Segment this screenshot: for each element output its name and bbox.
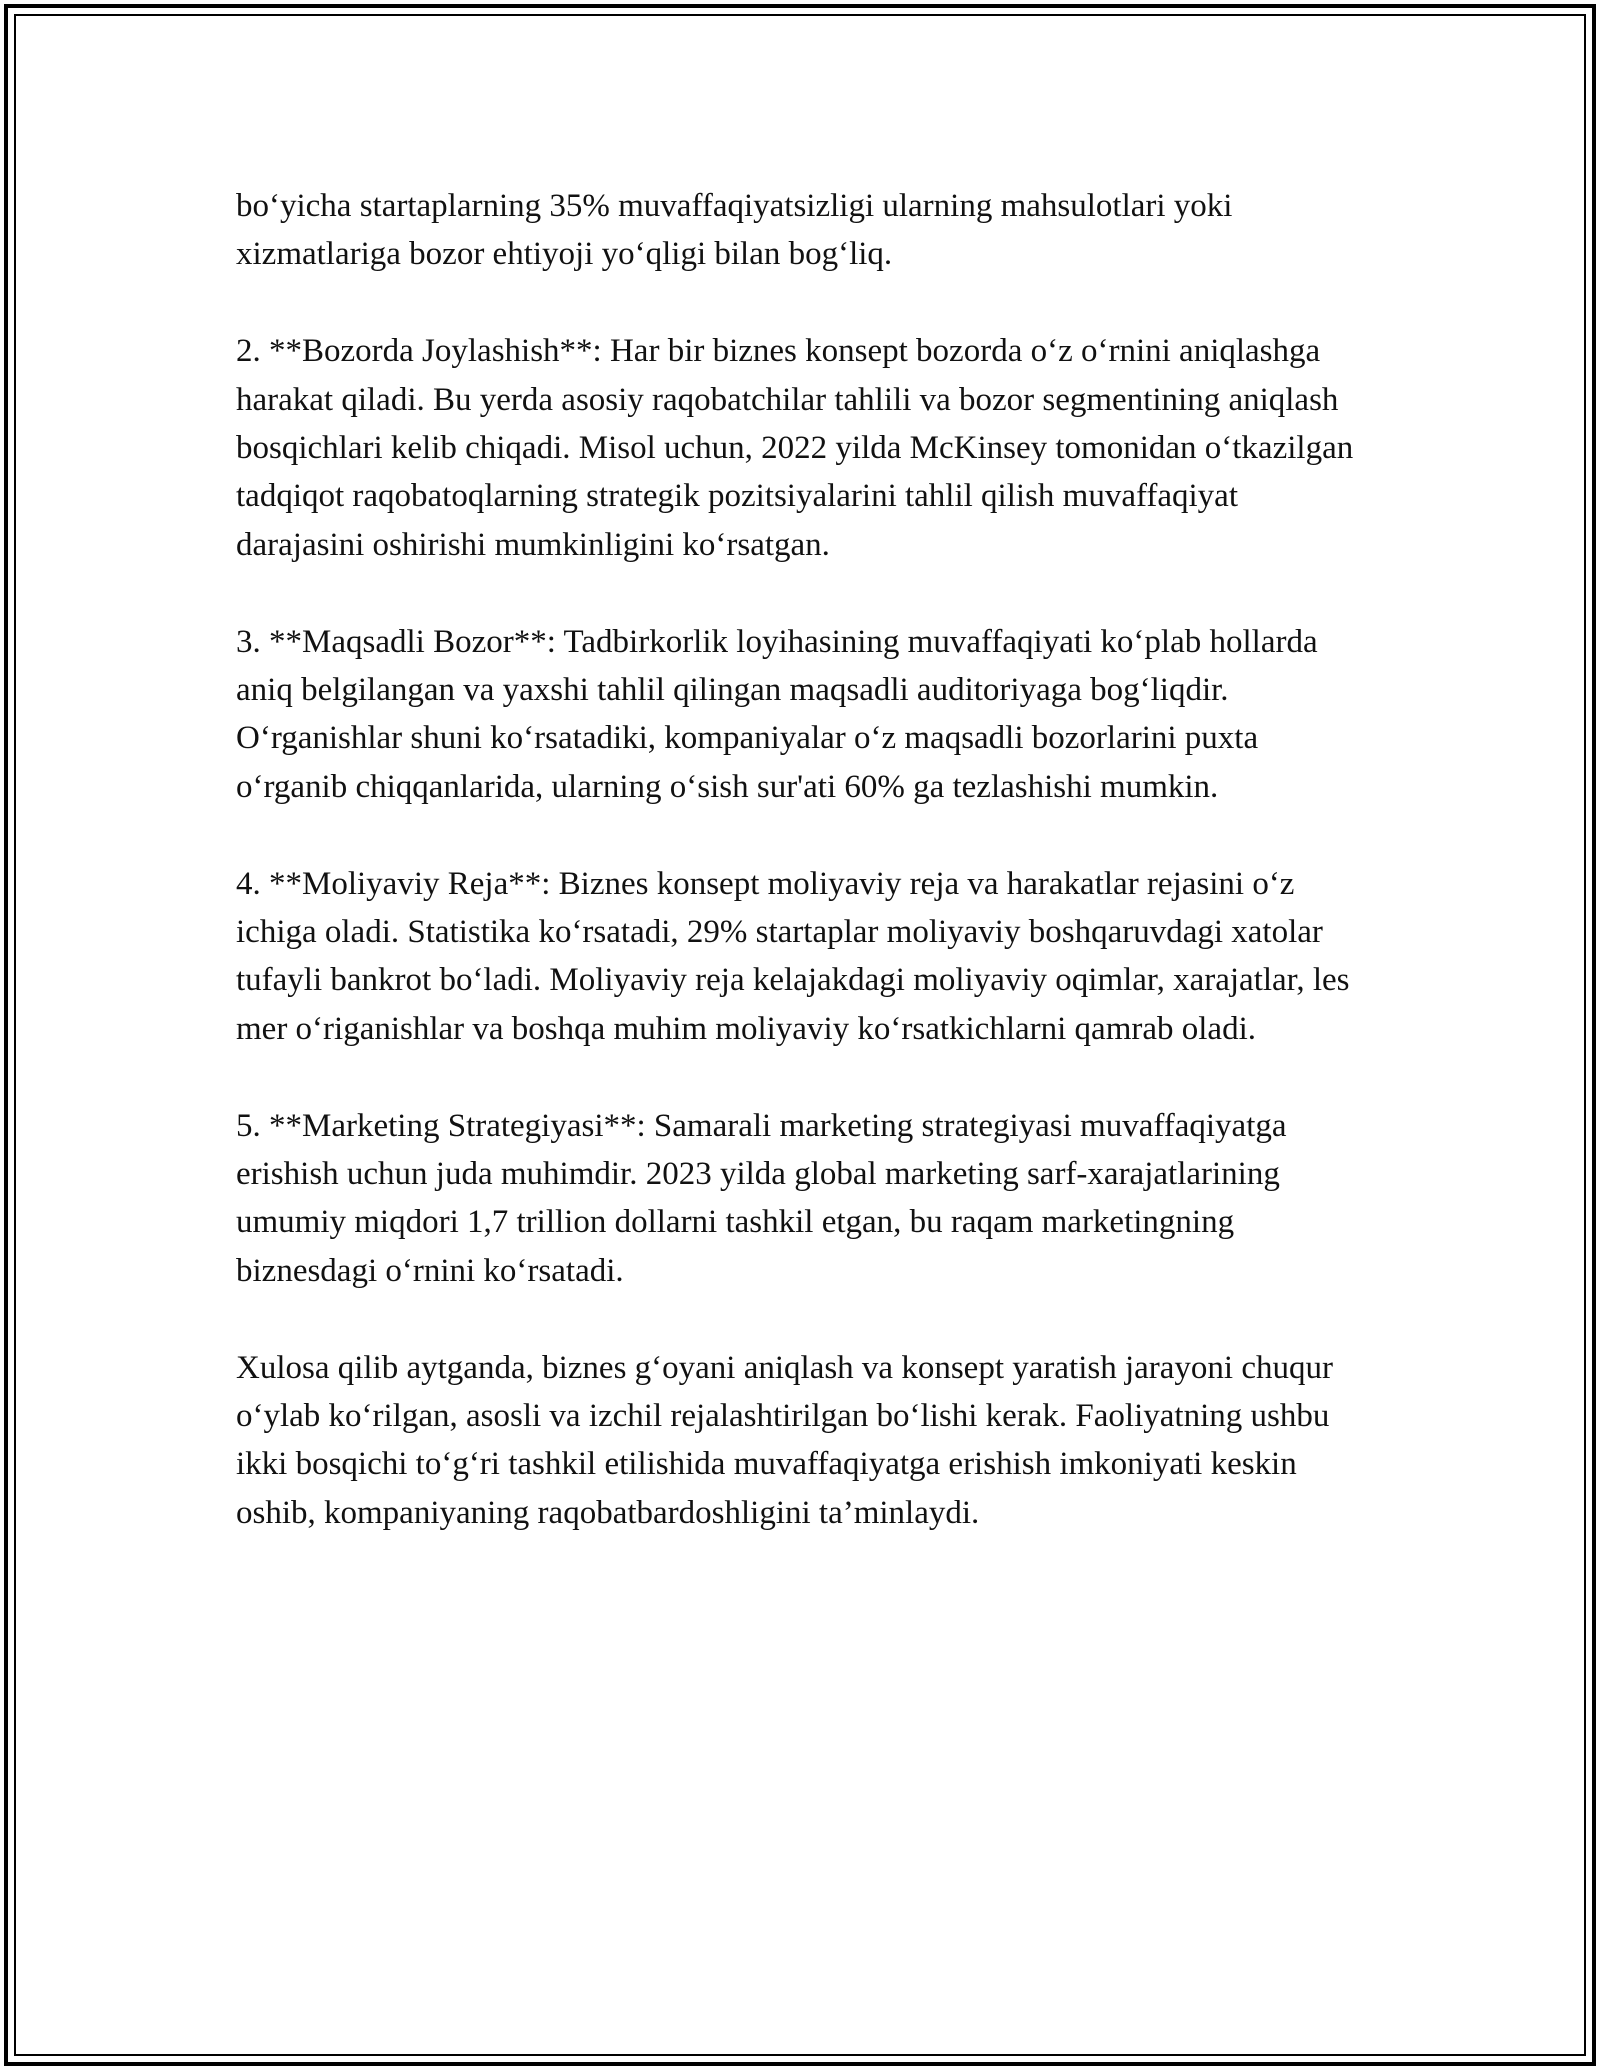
paragraph-financial-plan: 4. **Moliyaviy Reja**: Biznes konsept moliyaviy reja va harakatlar rejasini o‘z ichiga oladi. Statistika ko‘rsatadi, 29% startaplar moliyaviy boshqaruvdagi xatolar tufayli bankrot bo‘ladi. Moliyaviy reja kelajakdagi moliyaviy oqimlar, xarajatlar, les mer o‘riganishlar va boshqa muhim moliyaviy ko‘rsatkichlarni qamrab oladi. (236, 865, 1350, 1047)
document-body (236, 182, 1366, 1586)
paragraph-conclusion: Xulosa qilib aytganda, biznes g‘oyani aniqlash va konsept yaratish jarayoni chuqur o‘ylab ko‘rilgan, asosli va izchil rejalashtirilgan bo‘lishi kerak. Faoliyatning ushbu ikki bosqichi to‘g‘ri tashkil etilishida muvaffaqiyatga erishish imkoniyati keskin oshib, kompaniyaning raqobatbardoshligini ta’minlaydi. (236, 1349, 1333, 1531)
paragraph-target-market: 3. **Maqsadli Bozor**: Tadbirkorlik loyihasining muvaffaqiyati ko‘plab hollarda aniq belgilangan va yaxshi tahlil qilingan maqsadli auditoriyaga bog‘liqdir. O‘rganishlar shuni ko‘rsatadiki, kompaniyalar o‘z maqsadli bozorlarini puxta o‘rganib chiqqanlarida, ularning o‘sish sur'ati 60% ga tezlashishi mumkin. (236, 623, 1318, 805)
paragraph-marketing-strategy: 5. **Marketing Strategiyasi**: Samarali marketing strategiyasi muvaffaqiyatga erishish uchun juda muhimdir. 2023 yilda global marketing sarf-xarajatlarining umumiy miqdori 1,7 trillion dollarni tashkil etgan, bu raqam marketingning biznesdagi o‘rnini ko‘rsatadi. (236, 1107, 1287, 1289)
paragraph-startup-failure: bo‘yicha startaplarning 35% muvaffaqiyatsizligi ularning mahsulotlari yoki xizmatlariga bozor ehtiyoji yo‘qligi bilan bog‘liq. (236, 188, 1233, 273)
paragraph-market-positioning: 2. **Bozorda Joylashish**: Har bir biznes konsept bozorda o‘z o‘rnini aniqlashga harakat qiladi. Bu yerda asosiy raqobatchilar tahlili va bozor segmentining aniqlash bosqichlari kelib chiqadi. Misol uchun, 2022 yilda McKinsey tomonidan o‘tkazilgan tadqiqot raqobatoqlarning strategik pozitsiyalarini tahlil qilish muvaffaqiyat darajasini oshirishi mumkinligini ko‘rsatgan. (236, 333, 1354, 563)
